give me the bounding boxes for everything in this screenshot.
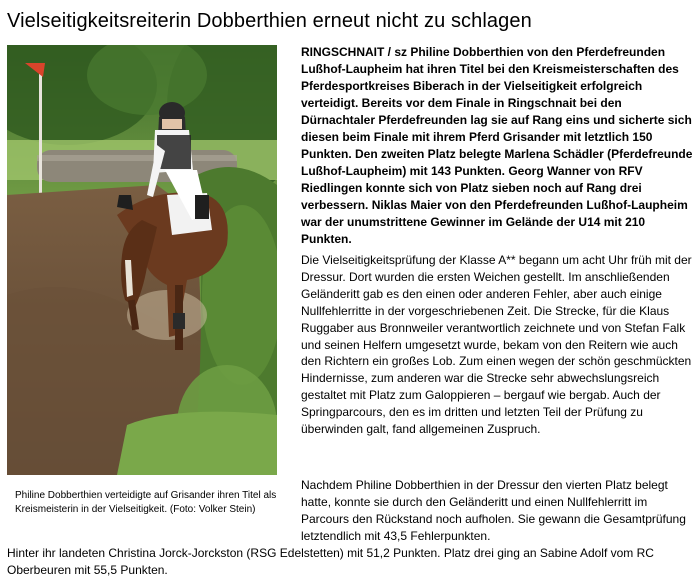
article-paragraph: Hinter ihr landeten Christina Jorck-Jorckston (RSG Edelstetten) mit 51,2 Punkten. Platz drei ging an Sabine Adolf vom RC Oberbeuren mit 55,5 Punkten. [7,546,654,577]
article-headline: Vielseitigkeitsreiterin Dobberthien erneut nicht zu schlagen [7,10,532,32]
article-paragraph: Nachdem Philine Dobberthien in der Dressur den vierten Platz belegt hatte, konnte sie durch den Geländeritt und einen Nullfehlerritt im Parcours den Rückstand noch aufholen. Sie gewann die Gesamtprüfung letztendlich mit 43,5 Fehlerpunkten. [301,478,686,543]
article-lead: RINGSCHNAIT / sz Philine Dobberthien von den Pferdefreunden Lußhof-Laupheim hat ihren Titel bei den Kreismeisterschaften des Pferdesportkreises Biberach in der Vielseitigkeit erfolgreich verteidigt. Bereits vor dem Finale in Ringschnait bei den Dürnachtaler Pferdefreunden lag sie auf Rang eins und sicherte sich diesen beim Finale mit ihrem Pferd Grisander mit letztlich 150 Punkten. Den zweiten Platz belegte Marlena Schädler (Pferdefreunde Lußhof-Laupheim) mit 143 Punkten. Georg Wanner von RFV Riedlingen konnte sich von Platz sieben noch auf Rang drei verbessern. Niklas Maier von den Pferdefreunden Lußhof-Laupheim war der unumstrittene Gewinner im Gelände der U14 mit 210 Punkten. [301,45,693,246]
article-photo [7,45,277,475]
photo-caption: Philine Dobberthien verteidigte auf Grisander ihren Titel als Kreismeisterin in der Vielseitigkeit. (Foto: Volker Stein) [15,490,277,515]
article-paragraph: Die Vielseitigkeitsprüfung der Klasse A** begann um acht Uhr früh mit der Dressur. Dort wurden die ersten Weichen gestellt. Im anschließenden Geländeritt gab es den einen oder anderen Fehler, aber auch einige Nullfehlerritte in der vorgeschriebenen Zeit. Die Strecke, für die Klaus Ruggaber aus Bronnweiler verantwortlich zeichnete und von Stefan Falk und seinen Helfern umgesetzt wurde, bekam von den Reitern wie auch den Richtern ein großes Lob. Zum einen wegen der schön geschmückten Hindernisse, zum anderen war die Strecke sehr abwechslungsreich gestaltet mit Platz zum Galoppieren – bergauf wie bergab. Auch der Springparcours, den es im dritten und letzten Teil der Prüfung zu überwinden galt, fand allgemeinen Zuspruch. [301,253,692,437]
